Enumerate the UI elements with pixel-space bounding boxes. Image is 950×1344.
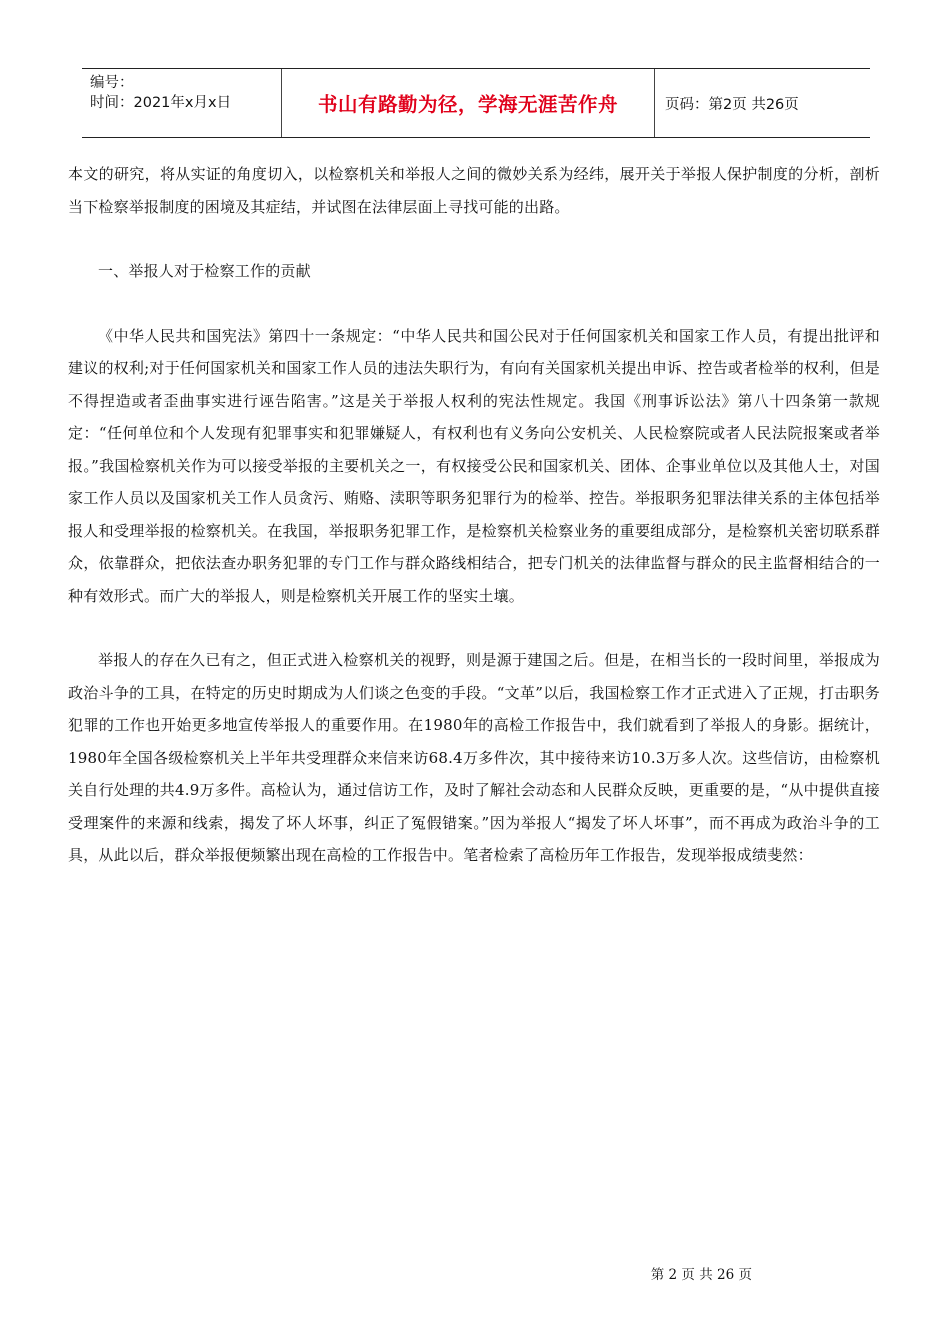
paragraph-constitution: 《中华人民共和国宪法》第四十一条规定：“中华人民共和国公民对于任何国家机关和国家工作人员，有提出批评和建议的权利;对于任何国家机关和国家工作人员的违法失职行为，有向有关国家机关提出申诉、控告或者检举的权利，但是不得捏造或者歪曲事实进行诬告陷害。”这是关于举报人权利的宪法性规定。我国《刑事诉讼法》第八十四条第一款规定：“任何单位和个人发现有犯罪事实和犯罪嫌疑人，有权利也有义务向公安机关、人民检察院或者人民法院报案或者举报。”我国检察机关作为可以接受举报的主要机关之一，有权接受公民和国家机关、团体、企事业单位以及其他人士，对国家工作人员以及国家机关工作人员贪污、贿赂、渎职等职务犯罪行为的检举、控告。举报职务犯罪法律关系的主体包括举报人和受理举报的检察机关。在我国，举报职务犯罪工作，是检察机关检察业务的重要组成部分，是检察机关密切联系群众，依靠群众，把依法查办职务犯罪的专门工作与群众路线相结合，把专门机关的法律监督与群众的民主监督相结合的一种有效形式。而广大的举报人，则是检察机关开展工作的坚实土壤。 <box>68 326 880 605</box>
page-footer: 第 2 页 共 26 页 <box>650 1267 752 1283</box>
paragraph-intro: 本文的研究，将从实证的角度切入，以检察机关和举报人之间的微妙关系为经纬，展开关于举报人保护制度的分析，剖析当下检察举报制度的困境及其症结，并试图在法律层面上寻找可能的出路。 <box>68 165 880 216</box>
document-number-label: 编号： <box>90 75 134 91</box>
header-page-info: 页码：第2页 共26页 <box>665 96 799 113</box>
paragraph-history: 举报人的存在久已有之，但正式进入检察机关的视野，则是源于建国之后。但是，在相当长的一段时间里，举报成为政治斗争的工具，在特定的历史时期成为人们谈之色变的手段。“文革”以后，我国检察工作才正式进入了正规，打击职务犯罪的工作也开始更多地宣传举报人的重要作用。在1980年的高检工作报告中，我们就看到了举报人的身影。据统计，1980年全国各级检察机关上半年共受理群众来信来访68.4万多件次，其中接待来访10.3万多人次。这些信访，由检察机关自行处理的共4.9万多件。高检认为，通过信访工作，及时了解社会动态和人民群众反映，更重要的是，“从中提供直接受理案件的来源和线索，揭发了坏人坏事，纠正了冤假错案。”因为举报人“揭发了坏人坏事”，而不再成为政治斗争的工具，从此以后，群众举报便频繁出现在高检的工作报告中。笔者检索了高检历年工作报告，发现举报成绩斐然： <box>68 651 880 864</box>
header-meta <box>82 69 282 137</box>
header-motto: 书山有路勤为径，学海无涯苦作舟 <box>282 69 655 137</box>
document-time-label: 时间：2021年x月x日 <box>90 95 232 111</box>
page-header <box>82 68 870 138</box>
section-heading: 一、举报人对于检察工作的贡献 <box>98 262 311 280</box>
document-body <box>68 158 880 872</box>
